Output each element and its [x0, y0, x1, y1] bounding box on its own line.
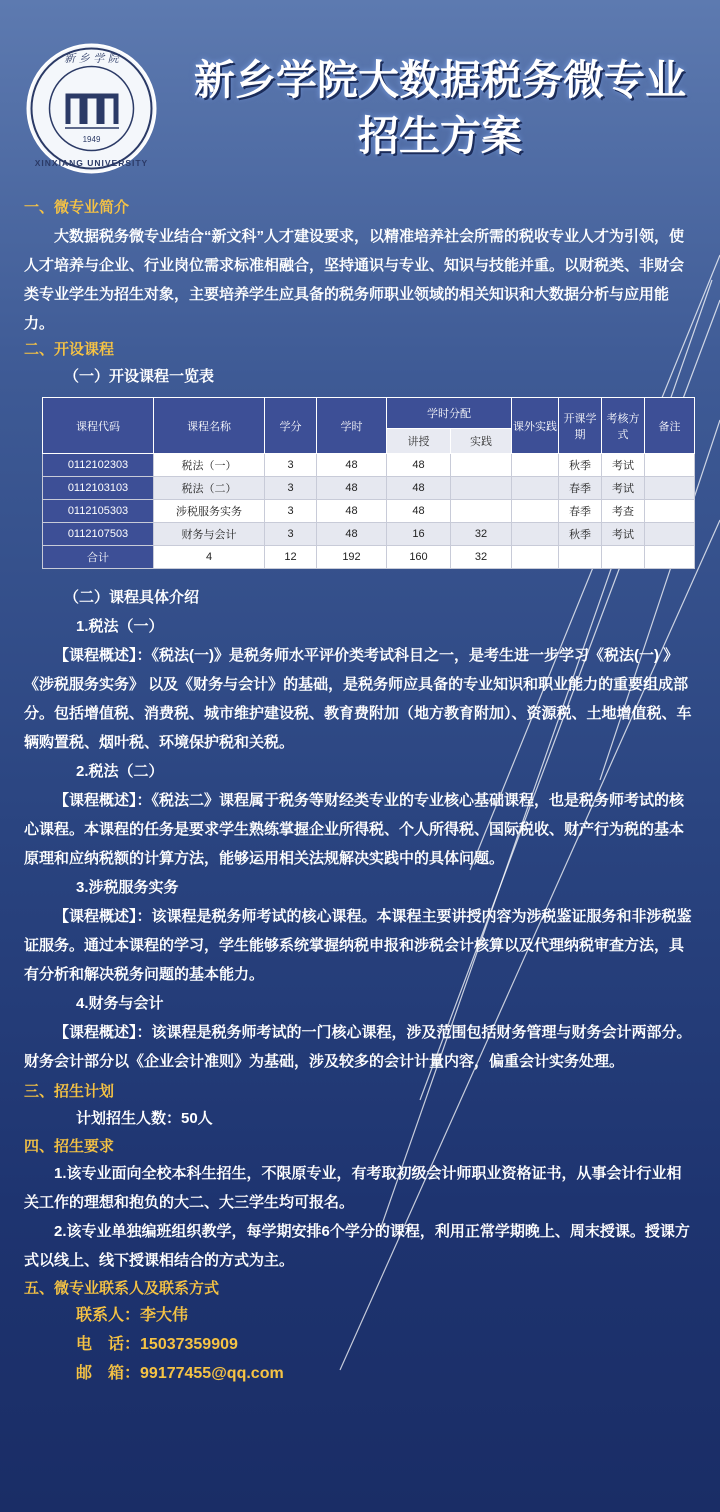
contact-phone — [24, 1330, 696, 1359]
cell-lecture: 16 — [387, 523, 451, 546]
cell-total-credit: 12 — [265, 546, 317, 569]
cell-code: 0112102303 — [43, 454, 154, 477]
cell-total-extra — [512, 546, 559, 569]
course-title: 2.税法（二） — [76, 763, 164, 780]
contact-phone-label: 电 话： — [76, 1336, 141, 1353]
col-header-note: 备注 — [645, 398, 695, 454]
cell-total-exam — [602, 546, 645, 569]
cell-hours: 48 — [317, 454, 387, 477]
cell-lecture: 48 — [387, 477, 451, 500]
cell-extra — [512, 500, 559, 523]
cell-total-lecture: 160 — [387, 546, 451, 569]
cell-exam: 考试 — [602, 477, 645, 500]
table-row — [43, 454, 695, 477]
cell-extra — [512, 523, 559, 546]
contact-person — [24, 1301, 696, 1330]
cell-total-count: 4 — [154, 546, 265, 569]
col-header-name: 课程名称 — [154, 398, 265, 454]
logo-bottom-text: XINXIANG UNIVERSITY — [34, 158, 149, 168]
col-header-exam: 考核方式 — [602, 398, 645, 454]
page-title — [160, 52, 720, 164]
cell-code: 0112103103 — [43, 477, 154, 500]
cell-credit: 3 — [265, 500, 317, 523]
cell-note — [645, 477, 695, 500]
cell-hours: 48 — [317, 523, 387, 546]
cell-credit: 3 — [265, 454, 317, 477]
cell-semester: 秋季 — [559, 454, 602, 477]
cell-name: 税法（一） — [154, 454, 265, 477]
section-heading-plan: 三、招生计划 — [24, 1083, 115, 1100]
cell-practice — [451, 500, 512, 523]
col-header-lecture: 讲授 — [387, 429, 451, 454]
contact-email-label: 邮 箱： — [76, 1365, 141, 1382]
cell-semester: 春季 — [559, 477, 602, 500]
cell-total-note — [645, 546, 695, 569]
cell-semester: 秋季 — [559, 523, 602, 546]
cell-total-semester — [559, 546, 602, 569]
cell-extra — [512, 454, 559, 477]
cell-exam: 考试 — [602, 454, 645, 477]
course-title: 3.涉税服务实务 — [76, 879, 179, 896]
main-content — [24, 196, 696, 1388]
cell-hours: 48 — [317, 477, 387, 500]
requirement-item: 2.该专业单独编班组织教学，每学期安排6个学分的课程，利用正常学期晚上、周末授课。授课方式以线上、线下授课相结合的方式为主。 — [24, 1223, 690, 1269]
course-description: 【课程概述】：该课程是税务师考试的核心课程。本课程主要讲授内容为涉税鉴证服务和非涉税鉴证服务。通过本课程的学习，学生能够系统掌握纳税申报和涉税会计核算以及代理纳税审查方法，具有分析和解决税务问题的基本能力。 — [24, 908, 692, 983]
col-header-semester: 开课学期 — [559, 398, 602, 454]
university-logo — [25, 42, 158, 175]
cell-hours: 48 — [317, 500, 387, 523]
col-header-practice: 实践 — [451, 429, 512, 454]
intro-paragraph: 大数据税务微专业结合“新文科”人才建设要求，以精准培养社会所需的税收专业人才为引领，使人才培养与企业、行业岗位需求标准相融合，坚持通识与专业、知识与技能并重。以财税类、非财会类专业学生为招生对象，主要培养学生应具备的税务师职业领域的相关知识和大数据分析与应用能力。 — [24, 228, 685, 332]
contact-person-value: 李大伟 — [140, 1307, 189, 1324]
course-table — [42, 397, 695, 569]
table-total-row — [43, 546, 695, 569]
contact-email-value[interactable]: 99177455@qq.com — [140, 1365, 284, 1382]
requirement-item: 1.该专业面向全校本科生招生，不限原专业，有考取初级会计师职业资格证书，从事会计行业相关工作的理想和抱负的大二、大三学生均可报名。 — [24, 1165, 682, 1211]
cell-practice — [451, 477, 512, 500]
section-heading-intro: 一、微专业简介 — [24, 199, 130, 216]
col-header-credit: 学分 — [265, 398, 317, 454]
cell-semester: 春季 — [559, 500, 602, 523]
contact-phone-value[interactable]: 15037359909 — [140, 1336, 238, 1353]
table-row — [43, 477, 695, 500]
cell-total-label: 合计 — [43, 546, 154, 569]
section-heading-courses: 二、开设课程 — [24, 341, 115, 358]
contact-email — [24, 1359, 696, 1388]
section-heading-requirements: 四、招生要求 — [24, 1138, 115, 1155]
plan-body: 计划招生人数：50人 — [76, 1110, 213, 1127]
logo-top-text: 新 乡 学 院 — [64, 52, 119, 65]
course-detail-heading: （二）课程具体介绍 — [64, 589, 200, 606]
table-row — [43, 523, 695, 546]
col-header-extra: 课外实践 — [512, 398, 559, 454]
cell-total-hours: 192 — [317, 546, 387, 569]
cell-lecture: 48 — [387, 500, 451, 523]
cell-name: 财务与会计 — [154, 523, 265, 546]
page-title-line2: 招生方案 — [358, 112, 522, 160]
col-header-hours-split: 学时分配 — [387, 398, 512, 429]
course-description: 【课程概述】：《税法(一)》是税务师水平评价类考试科目之一，是考生进一步学习《税法(一) 》《涉税服务实务》 以及《财务与会计》的基础，是税务师应具备的专业知识和职业能力的重要组成部分。包括增值税、消费税、城市维护建设税、教育费附加（地方教育附加）、资源税、土地增值税、车辆购置税、烟叶税、环境保护税和关税。 — [24, 647, 692, 751]
contact-person-label: 联系人： — [76, 1307, 141, 1324]
cell-practice: 32 — [451, 523, 512, 546]
cell-name: 涉税服务实务 — [154, 500, 265, 523]
course-list-heading: （一）开设课程一览表 — [64, 368, 215, 385]
page-title-line1: 新乡学院大数据税务微专业 — [194, 56, 686, 104]
cell-exam: 考查 — [602, 500, 645, 523]
cell-note — [645, 454, 695, 477]
col-header-hours: 学时 — [317, 398, 387, 454]
cell-note — [645, 500, 695, 523]
course-description: 【课程概述】：《税法二》课程属于税务等财经类专业的专业核心基础课程，也是税务师考试的核心课程。本课程的任务是要求学生熟练掌握企业所得税、个人所得税、国际税收、财产行为税的基本原理和应纳税额的计算方法，能够运用相关法规解决实践中的具体问题。 — [24, 792, 685, 867]
cell-note — [645, 523, 695, 546]
cell-code: 0112105303 — [43, 500, 154, 523]
cell-credit: 3 — [265, 523, 317, 546]
logo-year: 1949 — [82, 135, 101, 144]
cell-exam: 考试 — [602, 523, 645, 546]
course-title: 1.税法（一） — [76, 618, 164, 635]
cell-lecture: 48 — [387, 454, 451, 477]
col-header-code: 课程代码 — [43, 398, 154, 454]
table-row — [43, 500, 695, 523]
course-title: 4.财务与会计 — [76, 995, 164, 1012]
cell-total-practice: 32 — [451, 546, 512, 569]
cell-code: 0112107503 — [43, 523, 154, 546]
cell-extra — [512, 477, 559, 500]
cell-credit: 3 — [265, 477, 317, 500]
course-description: 【课程概述】：该课程是税务师考试的一门核心课程，涉及范围包括财务管理与财务会计两部分。财务会计部分以《企业会计准则》为基础，涉及较多的会计计量内容，偏重会计实务处理。 — [24, 1024, 692, 1070]
cell-name: 税法（二） — [154, 477, 265, 500]
section-heading-contact: 五、微专业联系人及联系方式 — [24, 1280, 220, 1297]
cell-practice — [451, 454, 512, 477]
